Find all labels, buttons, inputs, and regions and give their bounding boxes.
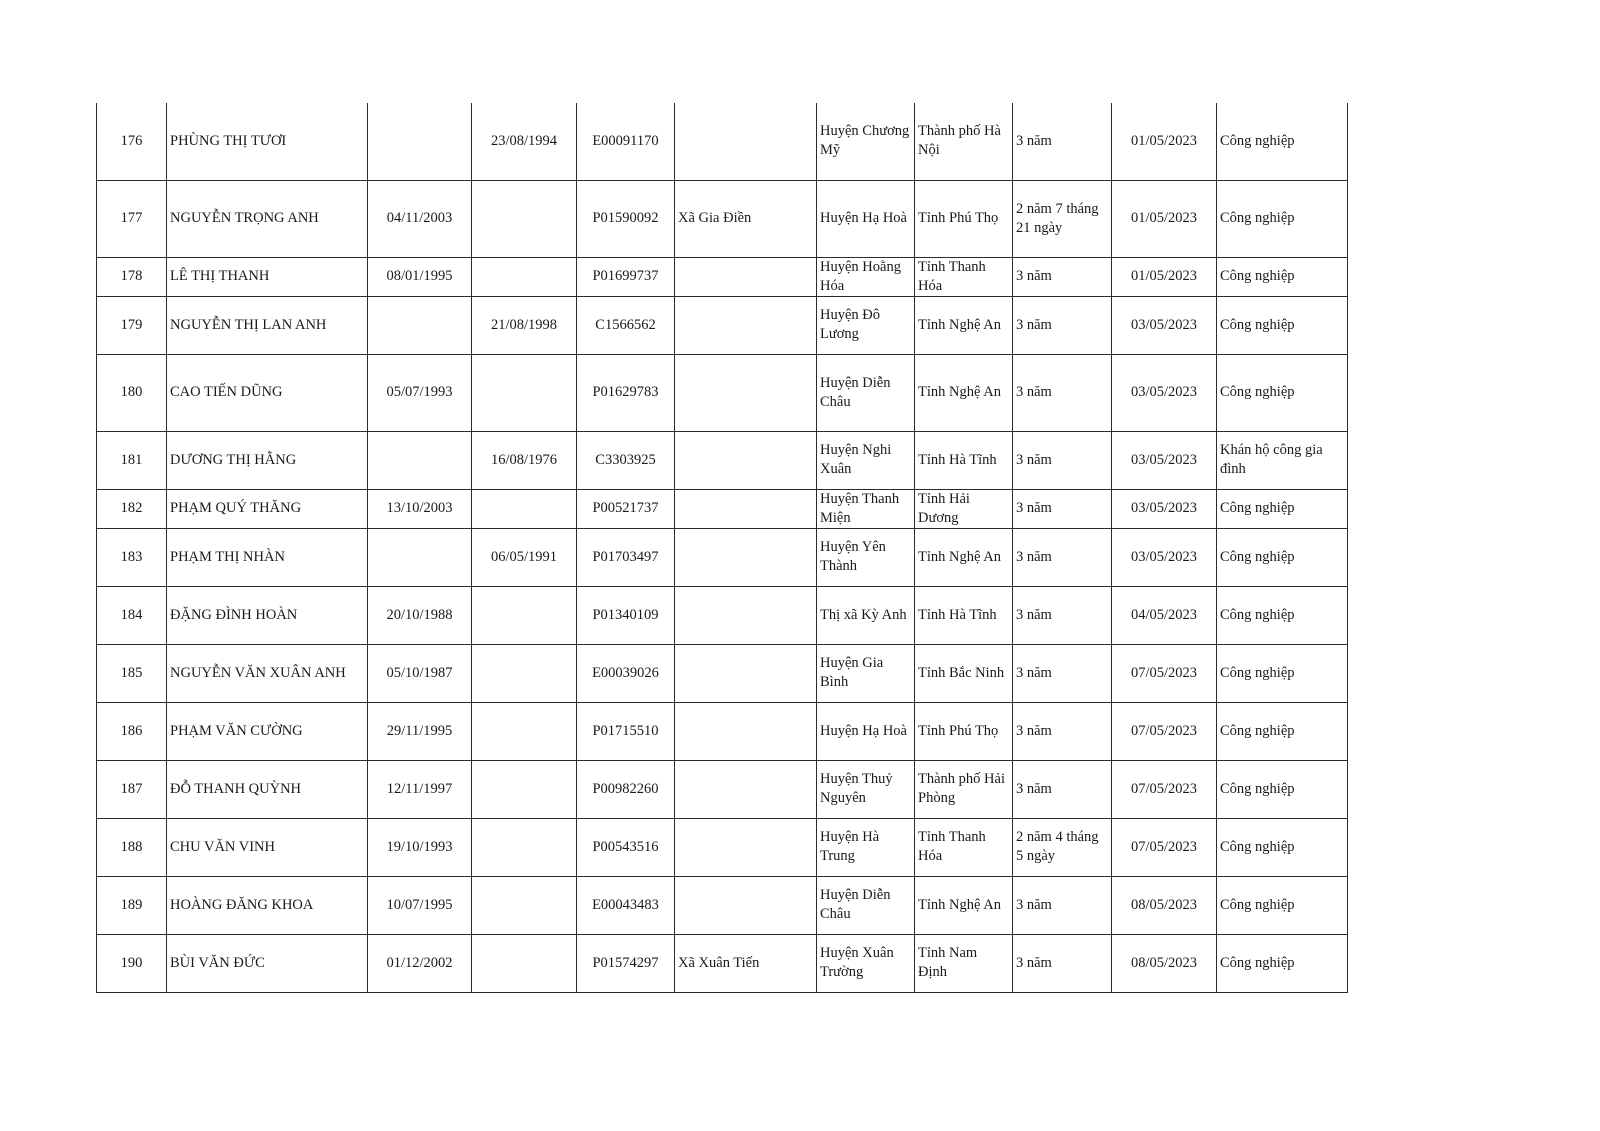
commune-cell xyxy=(675,296,817,354)
full-name-cell: ĐỖ THANH QUỲNH xyxy=(167,760,368,818)
birth-date-female-cell xyxy=(472,818,577,876)
work-sector-cell: Công nghiệp xyxy=(1217,818,1348,876)
departure-date-cell: 03/05/2023 xyxy=(1112,528,1217,586)
province-cell: Tỉnh Nghệ An xyxy=(915,876,1013,934)
row-number-cell: 178 xyxy=(97,257,167,296)
district-cell: Huyện Hà Trung xyxy=(817,818,915,876)
work-sector-cell: Công nghiệp xyxy=(1217,644,1348,702)
row-number-cell: 176 xyxy=(97,103,167,180)
birth-date-female-cell: 16/08/1976 xyxy=(472,431,577,489)
commune-cell xyxy=(675,760,817,818)
birth-date-female-cell xyxy=(472,489,577,528)
table-row xyxy=(97,934,1348,992)
full-name-cell: BÙI VĂN ĐỨC xyxy=(167,934,368,992)
table-row xyxy=(97,702,1348,760)
work-sector-cell: Công nghiệp xyxy=(1217,354,1348,431)
birth-date-male-cell: 10/07/1995 xyxy=(368,876,472,934)
commune-cell xyxy=(675,876,817,934)
district-cell: Huyện Thuỷ Nguyên xyxy=(817,760,915,818)
departure-date-cell: 07/05/2023 xyxy=(1112,760,1217,818)
passport-number-cell: P01703497 xyxy=(577,528,675,586)
commune-cell xyxy=(675,103,817,180)
full-name-cell: HOÀNG ĐĂNG KHOA xyxy=(167,876,368,934)
full-name-cell: PHẠM THỊ NHÀN xyxy=(167,528,368,586)
departure-date-cell: 01/05/2023 xyxy=(1112,257,1217,296)
district-cell: Huyện Gia Bình xyxy=(817,644,915,702)
table-row xyxy=(97,528,1348,586)
row-number-cell: 190 xyxy=(97,934,167,992)
passport-number-cell: P01340109 xyxy=(577,586,675,644)
table-row xyxy=(97,876,1348,934)
departure-date-cell: 04/05/2023 xyxy=(1112,586,1217,644)
district-cell: Huyện Hạ Hoà xyxy=(817,702,915,760)
work-sector-cell: Công nghiệp xyxy=(1217,296,1348,354)
full-name-cell: CHU VĂN VINH xyxy=(167,818,368,876)
table-row xyxy=(97,818,1348,876)
full-name-cell: NGUYỄN TRỌNG ANH xyxy=(167,180,368,257)
birth-date-female-cell xyxy=(472,257,577,296)
birth-date-male-cell: 19/10/1993 xyxy=(368,818,472,876)
departure-date-cell: 03/05/2023 xyxy=(1112,431,1217,489)
passport-number-cell: P00521737 xyxy=(577,489,675,528)
birth-date-male-cell: 29/11/1995 xyxy=(368,702,472,760)
contract-duration-cell: 3 năm xyxy=(1013,528,1112,586)
birth-date-female-cell xyxy=(472,586,577,644)
district-cell: Huyện Hoằng Hóa xyxy=(817,257,915,296)
row-number-cell: 189 xyxy=(97,876,167,934)
table-row xyxy=(97,489,1348,528)
table-row xyxy=(97,586,1348,644)
departure-date-cell: 08/05/2023 xyxy=(1112,934,1217,992)
commune-cell xyxy=(675,586,817,644)
table-row xyxy=(97,257,1348,296)
province-cell: Tỉnh Nghệ An xyxy=(915,528,1013,586)
passport-number-cell: E00043483 xyxy=(577,876,675,934)
full-name-cell: PHẠM VĂN CƯỜNG xyxy=(167,702,368,760)
full-name-cell: NGUYỄN THỊ LAN ANH xyxy=(167,296,368,354)
contract-duration-cell: 3 năm xyxy=(1013,257,1112,296)
work-sector-cell: Công nghiệp xyxy=(1217,586,1348,644)
district-cell: Huyện Chương Mỹ xyxy=(817,103,915,180)
work-sector-cell: Công nghiệp xyxy=(1217,934,1348,992)
work-sector-cell: Công nghiệp xyxy=(1217,103,1348,180)
district-cell: Huyện Diễn Châu xyxy=(817,876,915,934)
contract-duration-cell: 3 năm xyxy=(1013,760,1112,818)
passport-number-cell: E00039026 xyxy=(577,644,675,702)
birth-date-female-cell: 06/05/1991 xyxy=(472,528,577,586)
passport-number-cell: P00543516 xyxy=(577,818,675,876)
contract-duration-cell: 3 năm xyxy=(1013,431,1112,489)
contract-duration-cell: 2 năm 4 tháng 5 ngày xyxy=(1013,818,1112,876)
contract-duration-cell: 3 năm xyxy=(1013,702,1112,760)
departure-date-cell: 08/05/2023 xyxy=(1112,876,1217,934)
work-sector-cell: Công nghiệp xyxy=(1217,702,1348,760)
commune-cell xyxy=(675,644,817,702)
commune-cell: Xã Xuân Tiến xyxy=(675,934,817,992)
birth-date-female-cell xyxy=(472,702,577,760)
row-number-cell: 184 xyxy=(97,586,167,644)
departure-date-cell: 01/05/2023 xyxy=(1112,180,1217,257)
commune-cell: Xã Gia Điền xyxy=(675,180,817,257)
province-cell: Tỉnh Phú Thọ xyxy=(915,702,1013,760)
full-name-cell: DƯƠNG THỊ HẰNG xyxy=(167,431,368,489)
full-name-cell: PHÙNG THỊ TƯƠI xyxy=(167,103,368,180)
departure-date-cell: 01/05/2023 xyxy=(1112,103,1217,180)
table-row xyxy=(97,760,1348,818)
row-number-cell: 181 xyxy=(97,431,167,489)
province-cell: Tỉnh Bắc Ninh xyxy=(915,644,1013,702)
birth-date-male-cell xyxy=(368,296,472,354)
work-sector-cell: Công nghiệp xyxy=(1217,528,1348,586)
province-cell: Tỉnh Hà Tĩnh xyxy=(915,431,1013,489)
birth-date-female-cell xyxy=(472,876,577,934)
district-cell: Thị xã Kỳ Anh xyxy=(817,586,915,644)
birth-date-female-cell xyxy=(472,354,577,431)
birth-date-female-cell xyxy=(472,934,577,992)
full-name-cell: CAO TIẾN DŨNG xyxy=(167,354,368,431)
birth-date-male-cell xyxy=(368,528,472,586)
contract-duration-cell: 3 năm xyxy=(1013,934,1112,992)
work-sector-cell: Công nghiệp xyxy=(1217,760,1348,818)
district-cell: Huyện Hạ Hoà xyxy=(817,180,915,257)
commune-cell xyxy=(675,528,817,586)
work-sector-cell: Khán hộ công gia đình xyxy=(1217,431,1348,489)
contract-duration-cell: 3 năm xyxy=(1013,489,1112,528)
birth-date-male-cell: 08/01/1995 xyxy=(368,257,472,296)
row-number-cell: 183 xyxy=(97,528,167,586)
departure-date-cell: 07/05/2023 xyxy=(1112,818,1217,876)
district-cell: Huyện Xuân Trường xyxy=(817,934,915,992)
birth-date-male-cell: 13/10/2003 xyxy=(368,489,472,528)
departure-date-cell: 07/05/2023 xyxy=(1112,644,1217,702)
full-name-cell: LÊ THỊ THANH xyxy=(167,257,368,296)
table-row xyxy=(97,431,1348,489)
row-number-cell: 179 xyxy=(97,296,167,354)
table-row xyxy=(97,180,1348,257)
work-sector-cell: Công nghiệp xyxy=(1217,257,1348,296)
full-name-cell: PHẠM QUÝ THĂNG xyxy=(167,489,368,528)
commune-cell xyxy=(675,818,817,876)
province-cell: Thành phố Hà Nội xyxy=(915,103,1013,180)
district-cell: Huyện Nghi Xuân xyxy=(817,431,915,489)
table-row xyxy=(97,103,1348,180)
row-number-cell: 182 xyxy=(97,489,167,528)
district-cell: Huyện Diễn Châu xyxy=(817,354,915,431)
commune-cell xyxy=(675,431,817,489)
birth-date-female-cell: 21/08/1998 xyxy=(472,296,577,354)
birth-date-male-cell: 20/10/1988 xyxy=(368,586,472,644)
birth-date-male-cell: 12/11/1997 xyxy=(368,760,472,818)
passport-number-cell: P01715510 xyxy=(577,702,675,760)
province-cell: Tỉnh Hải Dương xyxy=(915,489,1013,528)
passport-number-cell: P01699737 xyxy=(577,257,675,296)
province-cell: Tỉnh Nam Định xyxy=(915,934,1013,992)
full-name-cell: ĐẶNG ĐÌNH HOÀN xyxy=(167,586,368,644)
passport-number-cell: P01629783 xyxy=(577,354,675,431)
province-cell: Tỉnh Phú Thọ xyxy=(915,180,1013,257)
passport-number-cell: C1566562 xyxy=(577,296,675,354)
departure-date-cell: 07/05/2023 xyxy=(1112,702,1217,760)
departure-date-cell: 03/05/2023 xyxy=(1112,354,1217,431)
table-row xyxy=(97,354,1348,431)
birth-date-female-cell xyxy=(472,644,577,702)
district-cell: Huyện Thanh Miện xyxy=(817,489,915,528)
contract-duration-cell: 3 năm xyxy=(1013,586,1112,644)
table-row xyxy=(97,644,1348,702)
birth-date-male-cell xyxy=(368,103,472,180)
contract-duration-cell: 3 năm xyxy=(1013,354,1112,431)
birth-date-male-cell: 01/12/2002 xyxy=(368,934,472,992)
district-cell: Huyện Yên Thành xyxy=(817,528,915,586)
row-number-cell: 185 xyxy=(97,644,167,702)
birth-date-male-cell: 05/07/1993 xyxy=(368,354,472,431)
commune-cell xyxy=(675,489,817,528)
work-sector-cell: Công nghiệp xyxy=(1217,180,1348,257)
full-name-cell: NGUYỄN VĂN XUÂN ANH xyxy=(167,644,368,702)
row-number-cell: 186 xyxy=(97,702,167,760)
departure-date-cell: 03/05/2023 xyxy=(1112,489,1217,528)
row-number-cell: 187 xyxy=(97,760,167,818)
commune-cell xyxy=(675,354,817,431)
work-sector-cell: Công nghiệp xyxy=(1217,489,1348,528)
work-sector-cell: Công nghiệp xyxy=(1217,876,1348,934)
province-cell: Tỉnh Thanh Hóa xyxy=(915,818,1013,876)
province-cell: Tỉnh Nghệ An xyxy=(915,354,1013,431)
contract-duration-cell: 3 năm xyxy=(1013,876,1112,934)
worker-list-table xyxy=(96,103,1348,993)
province-cell: Tỉnh Thanh Hóa xyxy=(915,257,1013,296)
row-number-cell: 177 xyxy=(97,180,167,257)
departure-date-cell: 03/05/2023 xyxy=(1112,296,1217,354)
commune-cell xyxy=(675,702,817,760)
contract-duration-cell: 3 năm xyxy=(1013,644,1112,702)
passport-number-cell: E00091170 xyxy=(577,103,675,180)
row-number-cell: 188 xyxy=(97,818,167,876)
row-number-cell: 180 xyxy=(97,354,167,431)
birth-date-female-cell xyxy=(472,180,577,257)
birth-date-male-cell: 05/10/1987 xyxy=(368,644,472,702)
contract-duration-cell: 2 năm 7 tháng 21 ngày xyxy=(1013,180,1112,257)
birth-date-female-cell: 23/08/1994 xyxy=(472,103,577,180)
table-row xyxy=(97,296,1348,354)
contract-duration-cell: 3 năm xyxy=(1013,296,1112,354)
birth-date-female-cell xyxy=(472,760,577,818)
province-cell: Tỉnh Hà Tĩnh xyxy=(915,586,1013,644)
passport-number-cell: P00982260 xyxy=(577,760,675,818)
passport-number-cell: C3303925 xyxy=(577,431,675,489)
commune-cell xyxy=(675,257,817,296)
province-cell: Thành phố Hải Phòng xyxy=(915,760,1013,818)
province-cell: Tỉnh Nghệ An xyxy=(915,296,1013,354)
birth-date-male-cell xyxy=(368,431,472,489)
passport-number-cell: P01574297 xyxy=(577,934,675,992)
birth-date-male-cell: 04/11/2003 xyxy=(368,180,472,257)
contract-duration-cell: 3 năm xyxy=(1013,103,1112,180)
district-cell: Huyện Đô Lương xyxy=(817,296,915,354)
passport-number-cell: P01590092 xyxy=(577,180,675,257)
